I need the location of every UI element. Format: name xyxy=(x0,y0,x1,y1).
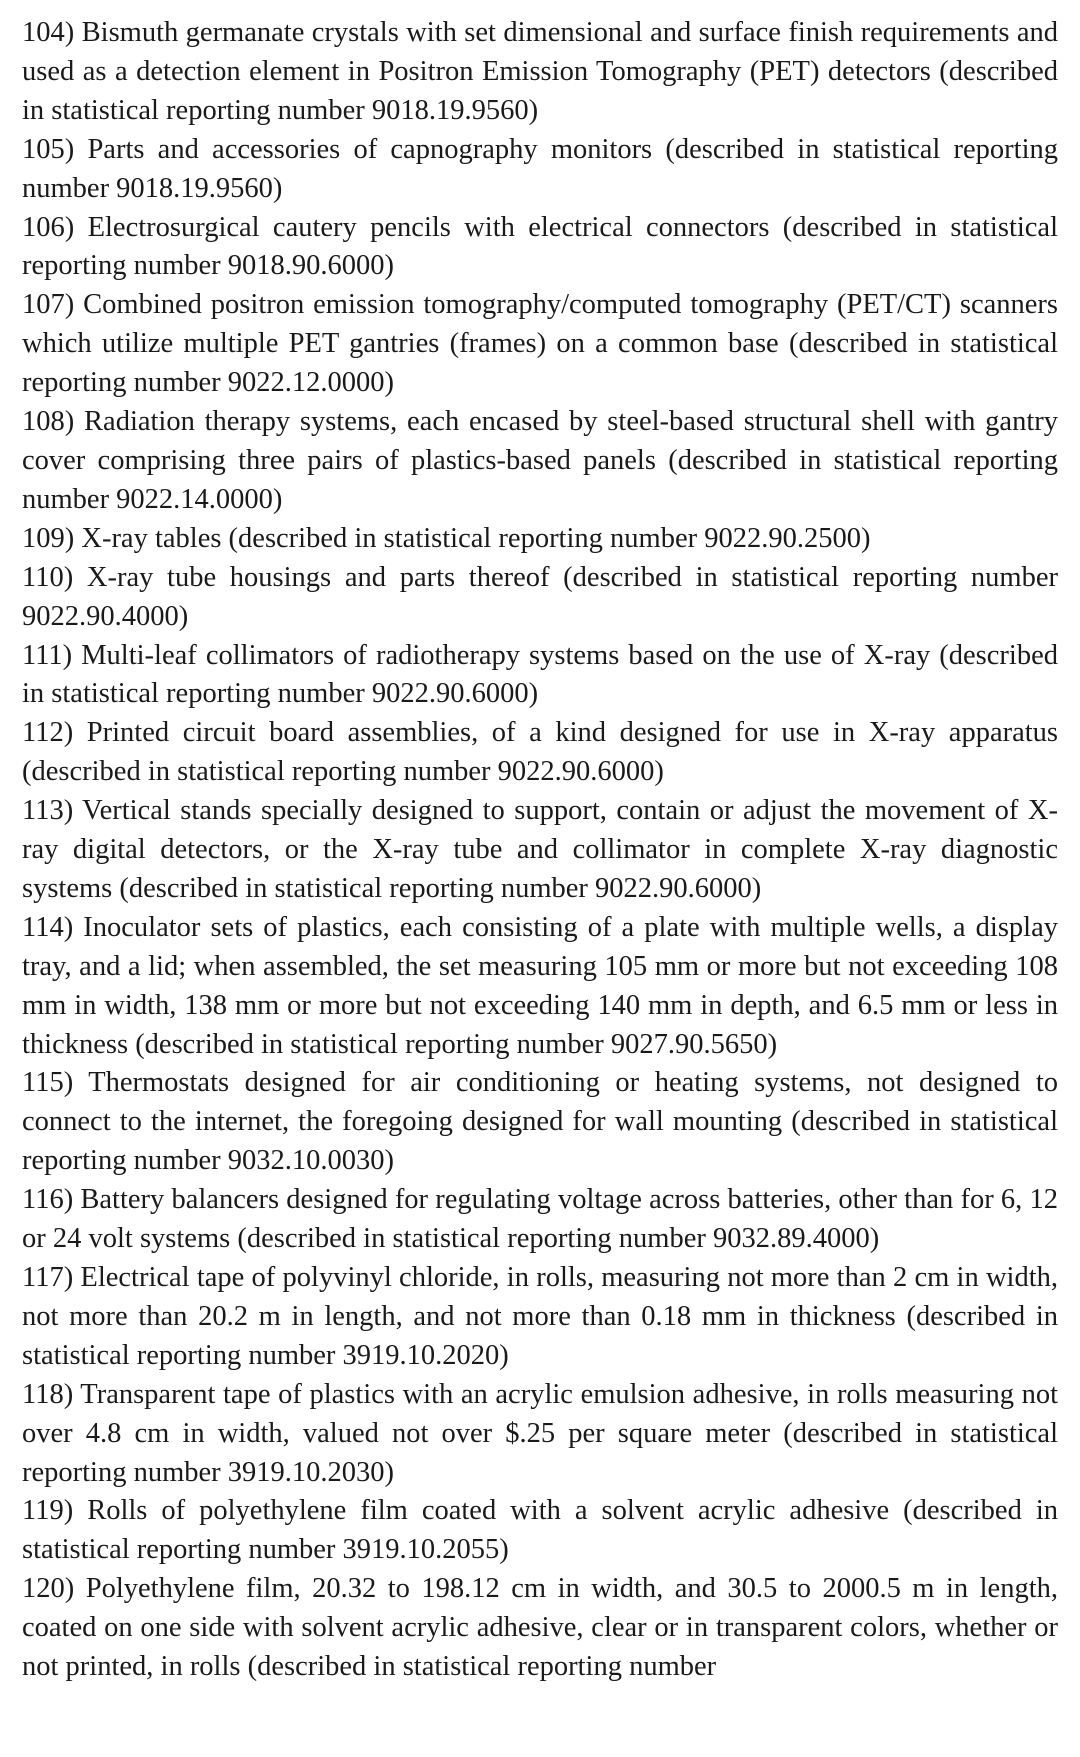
list-item: 118) Transparent tape of plastics with an acrylic emulsion adhesive, in rolls measuring not over 4.8 cm in width, valued not over $.25 per square meter (described in statistical reporting number 3919.10.2030) xyxy=(22,1378,1058,1488)
list-item: 110) X-ray tube housings and parts thereof (described in statistical reporting number 9022.90.4000) xyxy=(22,561,1058,632)
list-item: 119) Rolls of polyethylene film coated with a solvent acrylic adhesive (described in statistical reporting number 3919.10.2055) xyxy=(22,1495,1058,1566)
list-item: 114) Inoculator sets of plastics, each consisting of a plate with multiple wells, a display tray, and a lid; when assembled, the set measuring 105 mm or more but not exceeding 108 mm in width, 138 mm or more but not exceeding 140 mm in depth, and 6.5 mm or less in thickness (described in statistical reporting number 9027.90.5650) xyxy=(22,911,1058,1060)
list-item: 104) Bismuth germanate crystals with set dimensional and surface finish requirements and used as a detection element in Positron Emission Tomography (PET) detectors (described in statistical reporting number 9018.19.9560) xyxy=(22,17,1058,126)
list-item: 112) Printed circuit board assemblies, of a kind designed for use in X-ray apparatus (described in statistical reporting number 9022.90.6000) xyxy=(22,717,1058,788)
list-item: 117) Electrical tape of polyvinyl chloride, in rolls, measuring not more than 2 cm in width, not more than 20.2 m in length, and not more than 0.18 mm in thickness (described in statistical reporting number 3919.10.2020) xyxy=(22,1262,1058,1371)
list-item: 105) Parts and accessories of capnography monitors (described in statistical reporting number 9018.19.9560) xyxy=(22,133,1058,204)
list-item: 120) Polyethylene film, 20.32 to 198.12 cm in width, and 30.5 to 2000.5 m in length, coated on one side with solvent acrylic adhesive, clear or in transparent colors, whether or not printed, in rolls (described in statistical reporting number xyxy=(22,1573,1058,1683)
document-page xyxy=(22,14,1058,1687)
list-item: 116) Battery balancers designed for regulating voltage across batteries, other than for 6, 12 or 24 volt systems (described in statistical reporting number 9032.89.4000) xyxy=(22,1184,1058,1255)
list-item: 106) Electrosurgical cautery pencils with electrical connectors (described in statistical reporting number 9018.90.6000) xyxy=(22,211,1058,282)
list-item: 108) Radiation therapy systems, each encased by steel-based structural shell with gantry cover comprising three pairs of plastics-based panels (described in statistical reporting number 9022.14.0000) xyxy=(22,406,1058,515)
list-item: 107) Combined positron emission tomography/computed tomography (PET/CT) scanners which utilize multiple PET gantries (frames) on a common base (described in statistical reporting number 9022.12.0000) xyxy=(22,289,1058,399)
list-item: 113) Vertical stands specially designed to support, contain or adjust the movement of X-ray digital detectors, or the X-ray tube and collimator in complete X-ray diagnostic systems (described in statistical reporting number 9022.90.6000) xyxy=(22,795,1058,904)
list-item: 111) Multi-leaf collimators of radiotherapy systems based on the use of X-ray (described in statistical reporting number 9022.90.6000) xyxy=(22,639,1058,710)
list-item: 115) Thermostats designed for air conditioning or heating systems, not designed to connect to the internet, the foregoing designed for wall mounting (described in statistical reporting number 9032.10.0030) xyxy=(22,1067,1058,1177)
list-item: 109) X-ray tables (described in statistical reporting number 9022.90.2500) xyxy=(22,522,871,554)
